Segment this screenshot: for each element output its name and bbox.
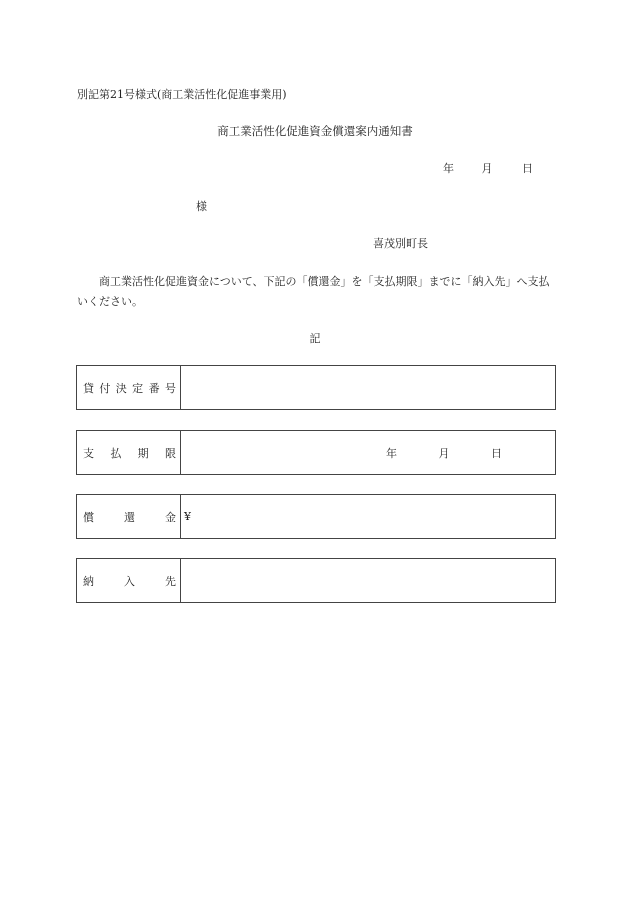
label-char: 定 — [132, 381, 144, 395]
notice-body-text: 商工業活性化促進資金について、下記の「償還金」を「支払期限」までに「納入先」へ支払いください。 — [77, 275, 550, 308]
loan-number-value[interactable] — [181, 366, 555, 409]
recipient-honorific: 様 — [196, 200, 207, 213]
label-char: 金 — [165, 510, 176, 524]
issue-date-day: 日 — [522, 162, 533, 175]
due-date-month: 月 — [438, 446, 450, 460]
due-date-value[interactable] — [181, 431, 555, 474]
label-char: 号 — [164, 381, 176, 395]
issue-date-month: 月 — [481, 162, 493, 175]
label-char: 支 — [83, 446, 94, 460]
due-date-label — [77, 431, 181, 474]
payee-value[interactable] — [181, 559, 555, 602]
label-char: 期 — [137, 446, 149, 460]
payee-label — [77, 559, 181, 602]
label-char: 貸 — [83, 381, 94, 395]
label-char: 付 — [99, 381, 111, 395]
due-date-row — [76, 430, 556, 475]
payee-row — [76, 558, 556, 603]
issue-date-year: 年 — [443, 162, 454, 175]
due-date-fields — [386, 445, 502, 461]
repayment-label — [77, 495, 181, 538]
ki-heading: 記 — [309, 332, 321, 345]
label-char: 還 — [124, 510, 135, 524]
due-date-day: 日 — [491, 446, 502, 460]
label-char: 払 — [110, 446, 122, 460]
label-char: 限 — [164, 446, 176, 460]
issue-date-line — [443, 160, 533, 176]
issuer-name: 喜茂別町長 — [373, 237, 428, 250]
yen-sign: ¥ — [184, 510, 191, 523]
repayment-row — [76, 494, 556, 539]
repayment-value[interactable] — [181, 495, 555, 538]
loan-number-row — [76, 365, 556, 410]
document-title: 商工業活性化促進資金償還案内通知書 — [217, 124, 413, 138]
label-char: 決 — [115, 381, 127, 395]
label-char: 償 — [83, 510, 94, 524]
label-char: 納 — [83, 574, 94, 588]
loan-number-label — [77, 366, 181, 409]
label-char: 番 — [148, 381, 160, 395]
due-date-year: 年 — [386, 446, 397, 460]
label-char: 入 — [124, 574, 135, 588]
form-number-line: 別記第21号様式(商工業活性化促進事業用) — [77, 88, 287, 101]
label-char: 先 — [165, 574, 176, 588]
